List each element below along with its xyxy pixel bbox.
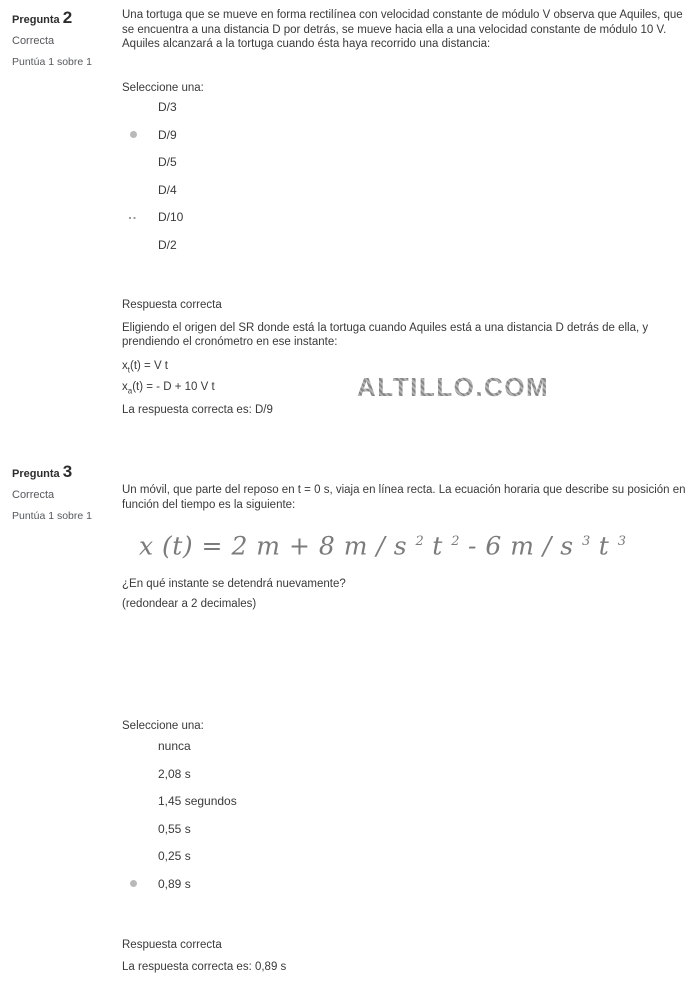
option-row[interactable]	[122, 204, 696, 232]
question-number: 2	[62, 8, 73, 27]
question-3-title	[12, 462, 116, 482]
feedback-explanation: Eligiendo el origen del SR donde está la tortuga cuando Aquiles está a una distancia D detrás de ella, y prendiendo el cronómetro en ese instante:	[122, 321, 649, 348]
question-3-select-label: Seleccione una:	[122, 720, 204, 733]
option-row[interactable]	[122, 94, 696, 122]
position-equation	[122, 526, 696, 562]
question-2-grade: Puntúa 1 sobre 1	[12, 56, 92, 68]
radio-button[interactable]	[129, 157, 139, 167]
question-3-grade: Puntúa 1 sobre 1	[12, 510, 92, 522]
formula-part: t	[423, 531, 452, 561]
question-2-status-badge: Correcta	[12, 35, 55, 47]
radio-button[interactable]	[129, 796, 139, 806]
equation-base: x	[122, 380, 128, 393]
option-row[interactable]	[122, 149, 696, 177]
question-2-content	[122, 8, 696, 416]
question-2-select-label: Seleccione una:	[122, 81, 204, 94]
question-3-info-column	[12, 462, 116, 522]
option-label: D/2	[158, 237, 177, 252]
option-row[interactable]	[122, 842, 696, 870]
question-3-content	[122, 483, 696, 973]
radio-button[interactable]	[129, 769, 139, 779]
radio-button[interactable]	[129, 851, 139, 861]
feedback-title: Respuesta correcta	[122, 939, 222, 952]
radio-button[interactable]	[129, 130, 139, 140]
option-label: 0,55 s	[158, 821, 191, 836]
question-3-prompt: ¿En qué instante se detendrá nuevamente?	[122, 578, 346, 591]
question-label: Pregunta	[12, 14, 60, 26]
formula-part: x (t) = 2 m + 8 m / s	[139, 531, 416, 561]
formula-exponent: 2	[415, 534, 424, 549]
altillo-watermark: ALTILLO.COM	[357, 372, 550, 402]
option-label: 0,25 s	[158, 849, 191, 864]
question-3-status-badge: Correcta	[12, 489, 55, 501]
option-row[interactable]	[122, 870, 696, 898]
option-row[interactable]	[122, 732, 696, 760]
option-row[interactable]	[122, 787, 696, 815]
question-2-options	[122, 94, 696, 259]
option-label: D/9	[158, 127, 177, 142]
option-row[interactable]	[122, 815, 696, 843]
question-2-info-column	[12, 8, 116, 68]
equation-subscript: t	[127, 364, 130, 374]
option-label: D/5	[158, 155, 177, 170]
formula-exponent: 2	[451, 534, 460, 549]
formula-part: - 6 m / s	[459, 531, 583, 561]
question-3-text: Un móvil, que parte del reposo en t = 0 s, viaja en línea recta. La ecuación horaria que describe su posición en función del tiempo es la siguiente:	[122, 484, 686, 511]
radio-button[interactable]	[129, 879, 139, 889]
option-label: D/3	[158, 100, 177, 115]
formula-part: t	[590, 531, 618, 561]
question-number: 3	[62, 462, 73, 481]
radio-button[interactable]	[129, 240, 139, 250]
correct-answer-line: La respuesta correcta es: 0,89 s	[122, 961, 287, 974]
radio-button[interactable]	[129, 824, 139, 834]
radio-button[interactable]	[129, 212, 139, 222]
option-label: nunca	[158, 739, 191, 754]
option-label: 2,08 s	[158, 766, 191, 781]
formula-exponent: 3	[582, 534, 591, 549]
option-row[interactable]	[122, 121, 696, 149]
feedback-title: Respuesta correcta	[122, 298, 222, 311]
option-label: 1,45 segundos	[158, 794, 237, 809]
equation-rest: (t) = - D + 10 V t	[132, 380, 215, 393]
option-row[interactable]	[122, 760, 696, 788]
equation-base: x	[122, 359, 128, 372]
radio-button[interactable]	[129, 102, 139, 112]
option-label: 0,89 s	[158, 876, 191, 891]
question-3-note: (redondear a 2 decimales)	[122, 598, 257, 611]
question-2-title	[12, 8, 116, 28]
formula-exponent: 3	[617, 534, 627, 549]
radio-button[interactable]	[129, 185, 139, 195]
option-label: D/4	[158, 182, 177, 197]
correct-answer-line: La respuesta correcta es: D/9	[122, 404, 273, 417]
option-label: D/10	[158, 210, 184, 225]
equation-subscript: a	[127, 386, 133, 396]
question-2-text: Una tortuga que se mueve en forma rectilínea con velocidad constante de módulo V observa que Aquiles, que se encuentra a una distancia D por detrás, se mueve hacia ella a una velocidad constante de módulo 10 V. Aquiles alcanzará a la tortuga cuando ésta haya recorrido una distancia:	[122, 9, 683, 50]
question-label: Pregunta	[12, 468, 60, 480]
option-row[interactable]	[122, 231, 696, 259]
equation-rest: (t) = V t	[129, 359, 169, 372]
radio-button[interactable]	[129, 741, 139, 751]
option-row[interactable]	[122, 176, 696, 204]
question-3-options	[122, 732, 696, 897]
